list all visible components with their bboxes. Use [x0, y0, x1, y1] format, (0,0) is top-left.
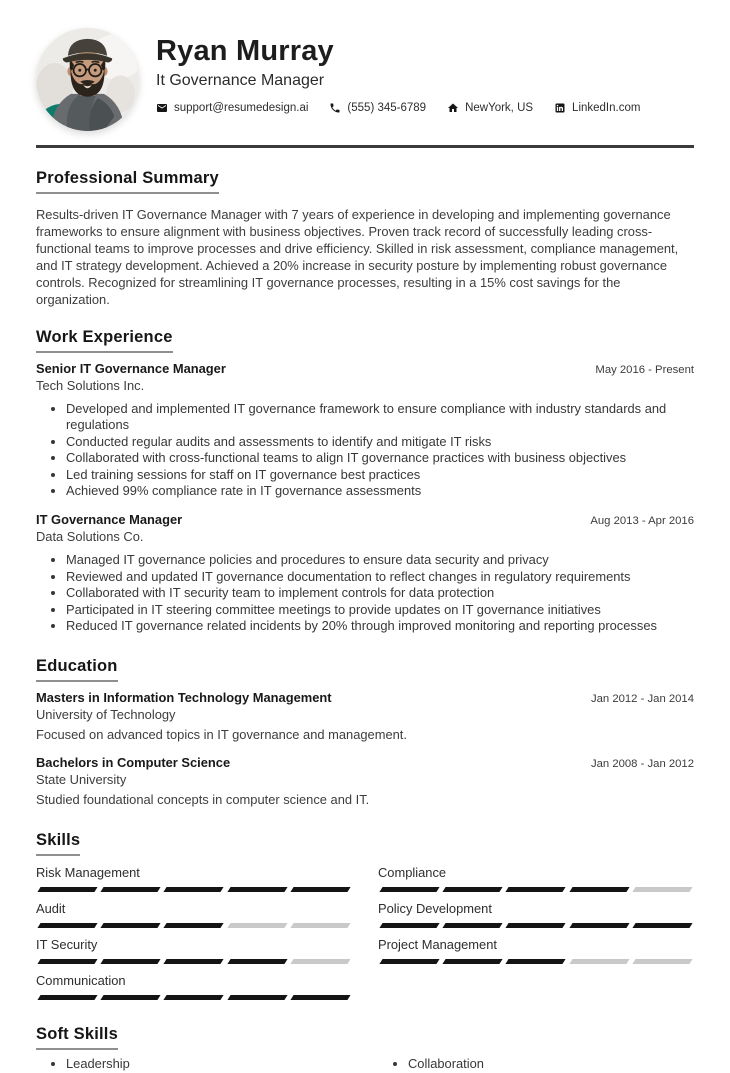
skill-segment	[164, 887, 224, 892]
section-summary	[36, 169, 694, 308]
bullet-item: • Reduced IT governance related incidents by 20% through improved monitoring and reporting processes	[66, 618, 694, 634]
skill-name: Policy Development	[378, 901, 492, 917]
skill-segment	[164, 959, 224, 964]
job-entry	[36, 512, 694, 634]
bullet-item: • Collaborated with cross-functional teams to align IT governance practices with business objectives	[66, 450, 694, 466]
education-date: Jan 2008 - Jan 2012	[590, 758, 694, 771]
skills-heading: Skills	[36, 831, 80, 856]
degree-name: Bachelors in Computer Science	[36, 755, 231, 771]
skill-name: Communication	[36, 973, 126, 989]
job-entry-head	[36, 361, 694, 376]
skill-name: Risk Management	[36, 865, 140, 881]
skill-bar	[36, 995, 352, 1000]
job-bullet-list	[36, 401, 694, 499]
summary-text: Results-driven IT Governance Manager with 7 years of experience in developing and implementing governance frameworks to ensure alignment with business objectives. Proven track record of successfully leading cross-functional teams to improve processes and drive efficiency. Skilled in risk assessment, compliance management, and IT strategy development. Achieved a 20% increase in security posture by implementing robust governance controls. Recognized for streamlining IT governance processes, resulting in a 15% cost savings for the organization.	[36, 207, 679, 307]
skill-segment	[506, 959, 566, 964]
skill-bar	[378, 959, 694, 964]
skill-segment	[632, 887, 692, 892]
contact-linkedin[interactable]	[554, 102, 640, 114]
skill-segment	[101, 995, 161, 1000]
school-name: State University	[36, 772, 127, 788]
education-date: Jan 2012 - Jan 2014	[590, 693, 694, 706]
education-entry	[36, 690, 694, 742]
section-skills	[36, 831, 694, 1000]
resume-header	[36, 0, 694, 131]
soft-skills-list	[36, 1056, 694, 1072]
skill-segment	[101, 887, 161, 892]
contact-text: LinkedIn.com	[572, 102, 641, 115]
bullet-item: • Led training sessions for staff on IT governance best practices	[66, 467, 694, 483]
skill-segment	[443, 923, 503, 928]
skill-segment	[227, 995, 287, 1000]
skill-segment	[101, 959, 161, 964]
skill-segment	[290, 995, 350, 1000]
skill-name: IT Security	[36, 937, 98, 953]
skill-name: Audit	[36, 901, 66, 917]
skills-grid	[36, 865, 694, 1000]
avatar-illustration	[36, 28, 139, 131]
skill-name: Compliance	[378, 865, 447, 881]
summary-heading: Professional Summary	[36, 169, 219, 194]
home-icon	[447, 102, 459, 114]
job-bullet-list	[36, 552, 694, 634]
skill-segment	[164, 995, 224, 1000]
skill-segment	[569, 959, 629, 964]
job-date: May 2016 - Present	[595, 364, 694, 376]
skill-segment	[290, 887, 350, 892]
skill-segment	[632, 959, 692, 964]
job-date: Aug 2013 - Apr 2016	[590, 515, 694, 528]
phone-icon	[329, 102, 341, 114]
skill-item	[378, 865, 694, 892]
skill-segment	[379, 887, 439, 892]
school-name: University of Technology	[36, 707, 176, 723]
skill-item	[36, 937, 352, 964]
skill-segment	[443, 959, 503, 964]
bullet-item: • Participated in IT steering committee meetings to provide updates on IT governance initiatives	[66, 602, 694, 618]
skill-item	[36, 973, 352, 1000]
contact-phone	[329, 102, 426, 114]
skill-segment	[632, 923, 692, 928]
header-text-block	[156, 28, 640, 131]
soft-skills-heading: Soft Skills	[36, 1025, 118, 1050]
job-title: IT Governance Manager	[36, 512, 183, 528]
skill-bar	[36, 923, 352, 928]
person-title: It Governance Manager	[156, 72, 325, 90]
bullet-item: • Reviewed and updated IT governance documentation to reflect changes in regulatory requirements	[66, 569, 694, 585]
linkedin-icon	[554, 102, 566, 114]
soft-skill-item: • Collaboration	[408, 1056, 694, 1072]
skill-bar	[36, 887, 352, 892]
skill-segment	[443, 887, 503, 892]
skill-segment	[227, 959, 287, 964]
skill-segment	[506, 923, 566, 928]
skill-segment	[569, 923, 629, 928]
education-list	[36, 690, 694, 807]
skill-segment	[164, 923, 224, 928]
company-name: Data Solutions Co.	[36, 529, 144, 545]
header-divider	[36, 145, 694, 148]
skill-bar	[378, 887, 694, 892]
bullet-item: • Conducted regular audits and assessments to identify and mitigate IT risks	[66, 434, 694, 450]
contact-home	[447, 102, 533, 114]
education-entry-head	[36, 755, 694, 770]
skill-item	[378, 937, 694, 964]
education-heading: Education	[36, 657, 118, 682]
bullet-item: • Collaborated with IT security team to implement controls for data protection	[66, 585, 694, 601]
email-icon	[156, 102, 168, 114]
skill-bar	[378, 923, 694, 928]
contact-text: NewYork, US	[465, 102, 534, 115]
skill-segment	[227, 923, 287, 928]
person-name: Ryan Murray	[156, 35, 334, 67]
job-list	[36, 361, 694, 634]
skill-segment	[506, 887, 566, 892]
skill-segment	[569, 887, 629, 892]
bullet-item: • Managed IT governance policies and procedures to ensure data security and privacy	[66, 552, 694, 568]
skill-segment	[37, 959, 97, 964]
education-entry-head	[36, 690, 694, 705]
skill-name: Project Management	[378, 937, 497, 953]
job-title: Senior IT Governance Manager	[36, 361, 226, 376]
skill-segment	[227, 887, 287, 892]
skill-segment	[290, 923, 350, 928]
contact-email[interactable]	[156, 102, 308, 114]
company-name: Tech Solutions Inc.	[36, 378, 145, 393]
job-entry-head	[36, 512, 694, 527]
section-soft-skills	[36, 1025, 694, 1072]
education-entry	[36, 755, 694, 807]
bullet-item: • Achieved 99% compliance rate in IT governance assessments	[66, 483, 694, 499]
job-entry	[36, 361, 694, 499]
skill-segment	[290, 959, 350, 964]
skill-bar	[36, 959, 352, 964]
soft-skill-item: • Leadership	[66, 1056, 352, 1072]
skill-segment	[379, 923, 439, 928]
contact-text: support@resumedesign.ai	[174, 102, 309, 115]
contact-row	[156, 102, 640, 114]
skill-item	[378, 901, 694, 928]
bullet-item: • Developed and implemented IT governance framework to ensure compliance with industry standards and regulations	[66, 401, 694, 434]
experience-heading: Work Experience	[36, 328, 173, 353]
skill-item	[36, 901, 352, 928]
skill-segment	[37, 923, 97, 928]
section-experience	[36, 328, 694, 634]
education-description: Focused on advanced topics in IT governance and management.	[36, 727, 407, 743]
skill-segment	[379, 959, 439, 964]
education-description: Studied foundational concepts in computer science and IT.	[36, 792, 370, 808]
skill-segment	[37, 995, 97, 1000]
skill-segment	[101, 923, 161, 928]
skill-segment	[37, 887, 97, 892]
degree-name: Masters in Information Technology Management	[36, 690, 332, 706]
contact-text: (555) 345-6789	[347, 102, 427, 115]
profile-photo	[36, 28, 139, 131]
skill-item	[36, 865, 352, 892]
section-education	[36, 657, 694, 807]
